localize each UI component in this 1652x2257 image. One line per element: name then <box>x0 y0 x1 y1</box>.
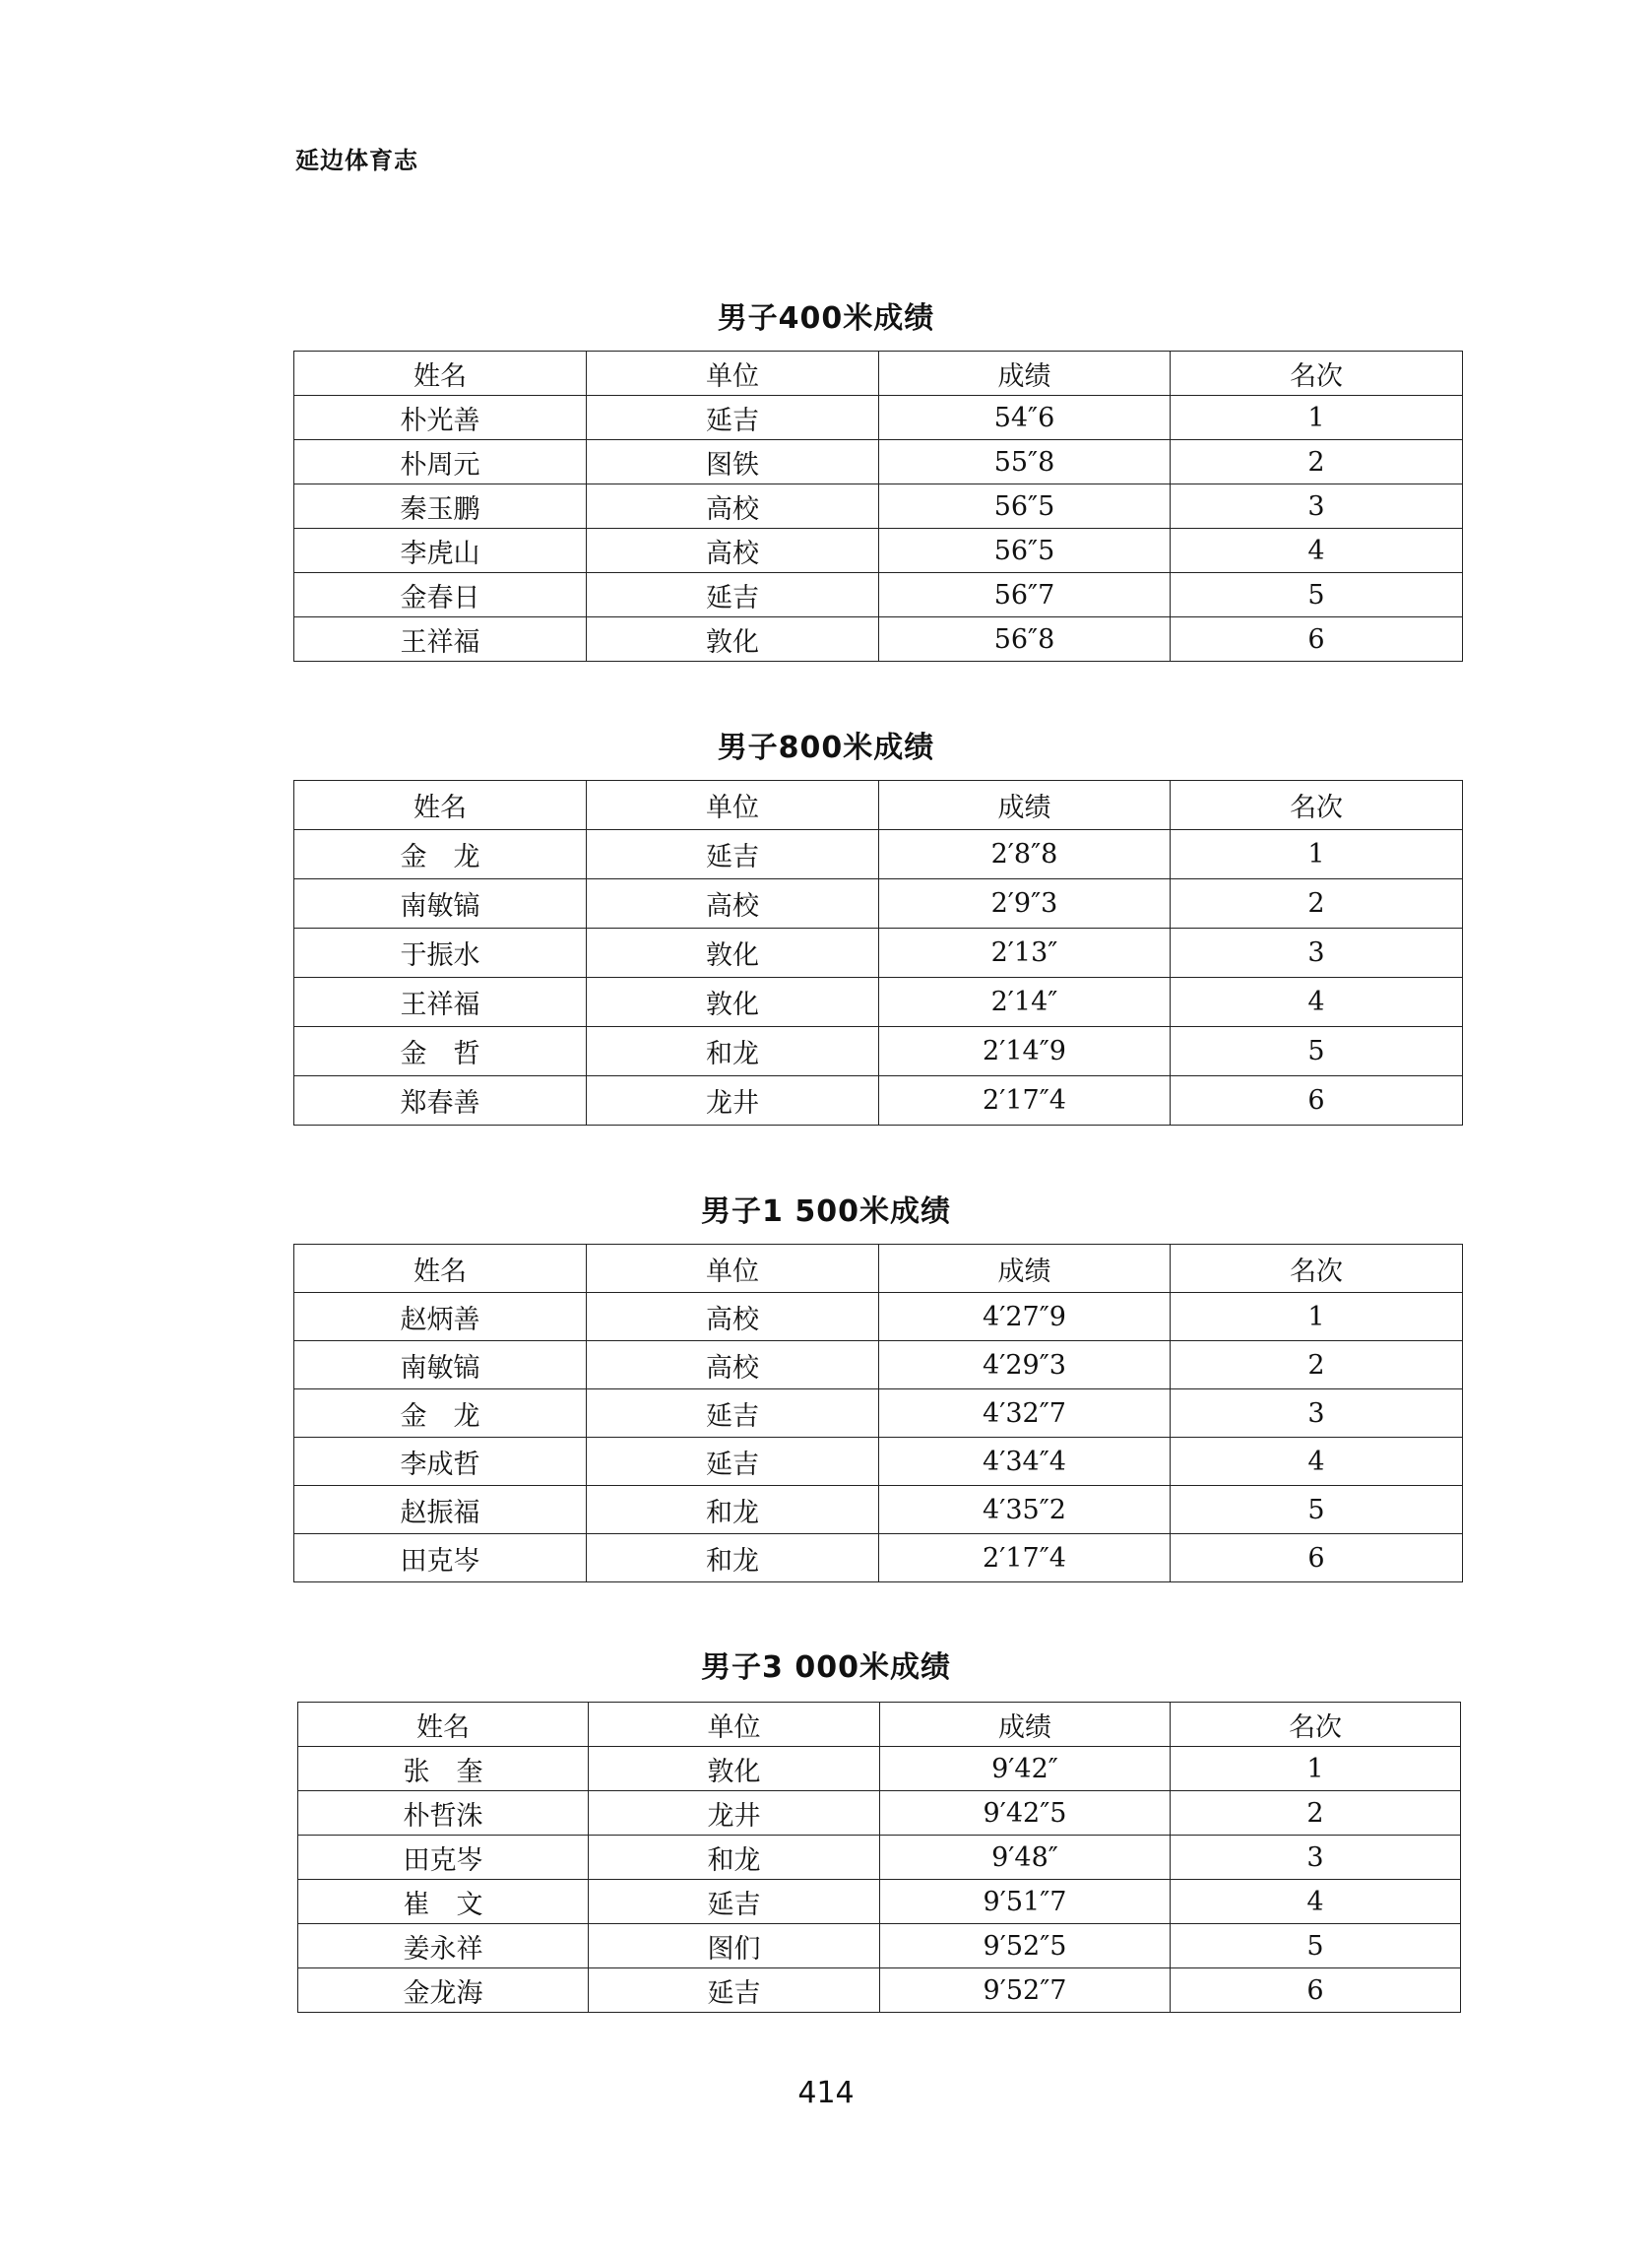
header-name: 姓名 <box>294 1245 587 1293</box>
cell-name: 金 哲 <box>294 1027 587 1076</box>
cell-unit: 和龙 <box>587 1027 879 1076</box>
table-row <box>294 1027 1463 1076</box>
cell-rank: 2 <box>1171 1341 1463 1389</box>
cell-result: 4′35″2 <box>879 1486 1171 1534</box>
cell-result: 2′14″ <box>879 978 1171 1027</box>
cell-unit: 龙井 <box>587 1076 879 1126</box>
cell-result: 55″8 <box>879 440 1171 484</box>
header-result: 成绩 <box>879 352 1171 396</box>
table-row <box>294 879 1463 929</box>
cell-result: 2′17″4 <box>879 1076 1171 1126</box>
cell-unit: 高校 <box>587 484 879 529</box>
cell-rank: 3 <box>1171 1389 1463 1438</box>
cell-result: 4′27″9 <box>879 1293 1171 1341</box>
header-unit: 单位 <box>589 1703 880 1747</box>
cell-unit: 延吉 <box>589 1880 880 1924</box>
cell-name: 朴光善 <box>294 396 587 440</box>
cell-unit: 延吉 <box>587 396 879 440</box>
cell-unit: 敦化 <box>587 617 879 662</box>
cell-rank: 1 <box>1171 396 1463 440</box>
section-title: 男子800米成绩 <box>717 731 935 765</box>
cell-name: 王祥福 <box>294 978 587 1027</box>
cell-result: 2′17″4 <box>879 1534 1171 1582</box>
table-row <box>294 929 1463 978</box>
cell-unit: 高校 <box>587 1293 879 1341</box>
table-row <box>294 978 1463 1027</box>
header-rank: 名次 <box>1171 352 1463 396</box>
page-number: 414 <box>797 2076 855 2110</box>
cell-unit: 延吉 <box>587 1389 879 1438</box>
section-title: 男子400米成绩 <box>717 301 935 336</box>
cell-unit: 延吉 <box>587 573 879 617</box>
cell-rank: 1 <box>1171 830 1463 879</box>
header-rank: 名次 <box>1171 1245 1463 1293</box>
cell-rank: 4 <box>1171 529 1463 573</box>
cell-name: 张 奎 <box>298 1747 589 1791</box>
cell-result: 54″6 <box>879 396 1171 440</box>
cell-rank: 2 <box>1171 440 1463 484</box>
cell-name: 金 龙 <box>294 830 587 879</box>
cell-rank: 5 <box>1171 573 1463 617</box>
table-row <box>294 1341 1463 1389</box>
cell-unit: 图铁 <box>587 440 879 484</box>
cell-result: 56″8 <box>879 617 1171 662</box>
cell-unit: 图们 <box>589 1924 880 1968</box>
cell-unit: 延吉 <box>587 830 879 879</box>
cell-name: 赵炳善 <box>294 1293 587 1341</box>
cell-unit: 高校 <box>587 529 879 573</box>
cell-result: 9′48″ <box>880 1836 1171 1880</box>
cell-unit: 敦化 <box>589 1747 880 1791</box>
table-row <box>298 1836 1461 1880</box>
cell-result: 4′29″3 <box>879 1341 1171 1389</box>
cell-unit: 敦化 <box>587 978 879 1027</box>
cell-rank: 4 <box>1171 1438 1463 1486</box>
table-row <box>294 1076 1463 1126</box>
cell-name: 李虎山 <box>294 529 587 573</box>
cell-name: 金春日 <box>294 573 587 617</box>
section-title: 男子3 000米成绩 <box>701 1650 951 1685</box>
cell-unit: 龙井 <box>589 1791 880 1836</box>
cell-result: 2′14″9 <box>879 1027 1171 1076</box>
header-row <box>294 1245 1463 1293</box>
cell-name: 秦玉鹏 <box>294 484 587 529</box>
cell-result: 56″5 <box>879 484 1171 529</box>
cell-result: 9′42″ <box>880 1747 1171 1791</box>
cell-unit: 敦化 <box>587 929 879 978</box>
cell-name: 朴哲洙 <box>298 1791 589 1836</box>
table-row <box>298 1924 1461 1968</box>
table-row <box>298 1880 1461 1924</box>
cell-rank: 1 <box>1171 1747 1461 1791</box>
cell-result: 9′42″5 <box>880 1791 1171 1836</box>
cell-result: 2′9″3 <box>879 879 1171 929</box>
header-result: 成绩 <box>880 1703 1171 1747</box>
cell-result: 4′32″7 <box>879 1389 1171 1438</box>
table-row <box>294 1293 1463 1341</box>
table-row <box>294 1486 1463 1534</box>
cell-name: 南敏镐 <box>294 1341 587 1389</box>
cell-result: 9′51″7 <box>880 1880 1171 1924</box>
header-unit: 单位 <box>587 781 879 830</box>
cell-name: 金 龙 <box>294 1389 587 1438</box>
results-table <box>293 1244 1463 1582</box>
cell-name: 田克岑 <box>298 1836 589 1880</box>
cell-unit: 延吉 <box>587 1438 879 1486</box>
header-name: 姓名 <box>294 781 587 830</box>
cell-result: 56″5 <box>879 529 1171 573</box>
header-result: 成绩 <box>879 781 1171 830</box>
header-row <box>294 352 1463 396</box>
section-title: 男子1 500米成绩 <box>701 1194 951 1229</box>
results-table <box>293 780 1463 1126</box>
cell-rank: 4 <box>1171 978 1463 1027</box>
cell-name: 南敏镐 <box>294 879 587 929</box>
header-row <box>294 781 1463 830</box>
cell-result: 9′52″5 <box>880 1924 1171 1968</box>
cell-unit: 和龙 <box>587 1486 879 1534</box>
cell-name: 赵振福 <box>294 1486 587 1534</box>
running-head: 延边体育志 <box>295 147 418 174</box>
table-row <box>294 484 1463 529</box>
cell-result: 2′13″ <box>879 929 1171 978</box>
table-row <box>298 1791 1461 1836</box>
cell-rank: 4 <box>1171 1880 1461 1924</box>
header-row <box>298 1703 1461 1747</box>
cell-name: 崔 文 <box>298 1880 589 1924</box>
cell-rank: 3 <box>1171 929 1463 978</box>
cell-unit: 高校 <box>587 879 879 929</box>
cell-unit: 延吉 <box>589 1968 880 2013</box>
cell-name: 王祥福 <box>294 617 587 662</box>
table-row <box>298 1747 1461 1791</box>
cell-rank: 5 <box>1171 1027 1463 1076</box>
cell-unit: 和龙 <box>589 1836 880 1880</box>
cell-rank: 6 <box>1171 1076 1463 1126</box>
cell-name: 金龙海 <box>298 1968 589 2013</box>
header-rank: 名次 <box>1171 781 1463 830</box>
table-row <box>294 529 1463 573</box>
table-row <box>294 573 1463 617</box>
header-rank: 名次 <box>1171 1703 1461 1747</box>
cell-result: 2′8″8 <box>879 830 1171 879</box>
cell-rank: 1 <box>1171 1293 1463 1341</box>
cell-name: 田克岑 <box>294 1534 587 1582</box>
cell-name: 于振水 <box>294 929 587 978</box>
header-result: 成绩 <box>879 1245 1171 1293</box>
cell-rank: 6 <box>1171 617 1463 662</box>
table-row <box>294 1438 1463 1486</box>
cell-rank: 6 <box>1171 1534 1463 1582</box>
cell-rank: 2 <box>1171 879 1463 929</box>
table-row <box>294 396 1463 440</box>
table-row <box>294 830 1463 879</box>
header-unit: 单位 <box>587 1245 879 1293</box>
cell-name: 李成哲 <box>294 1438 587 1486</box>
cell-result: 4′34″4 <box>879 1438 1171 1486</box>
results-table <box>297 1702 1461 2013</box>
cell-rank: 2 <box>1171 1791 1461 1836</box>
cell-unit: 高校 <box>587 1341 879 1389</box>
table-row <box>294 440 1463 484</box>
cell-result: 9′52″7 <box>880 1968 1171 2013</box>
header-name: 姓名 <box>294 352 587 396</box>
results-table <box>293 351 1463 662</box>
cell-rank: 5 <box>1171 1924 1461 1968</box>
cell-rank: 5 <box>1171 1486 1463 1534</box>
cell-rank: 3 <box>1171 484 1463 529</box>
table-row <box>294 617 1463 662</box>
cell-name: 朴周元 <box>294 440 587 484</box>
header-unit: 单位 <box>587 352 879 396</box>
cell-name: 郑春善 <box>294 1076 587 1126</box>
cell-name: 姜永祥 <box>298 1924 589 1968</box>
cell-rank: 6 <box>1171 1968 1461 2013</box>
table-row <box>294 1534 1463 1582</box>
header-name: 姓名 <box>298 1703 589 1747</box>
cell-result: 56″7 <box>879 573 1171 617</box>
table-row <box>294 1389 1463 1438</box>
cell-unit: 和龙 <box>587 1534 879 1582</box>
cell-rank: 3 <box>1171 1836 1461 1880</box>
table-row <box>298 1968 1461 2013</box>
